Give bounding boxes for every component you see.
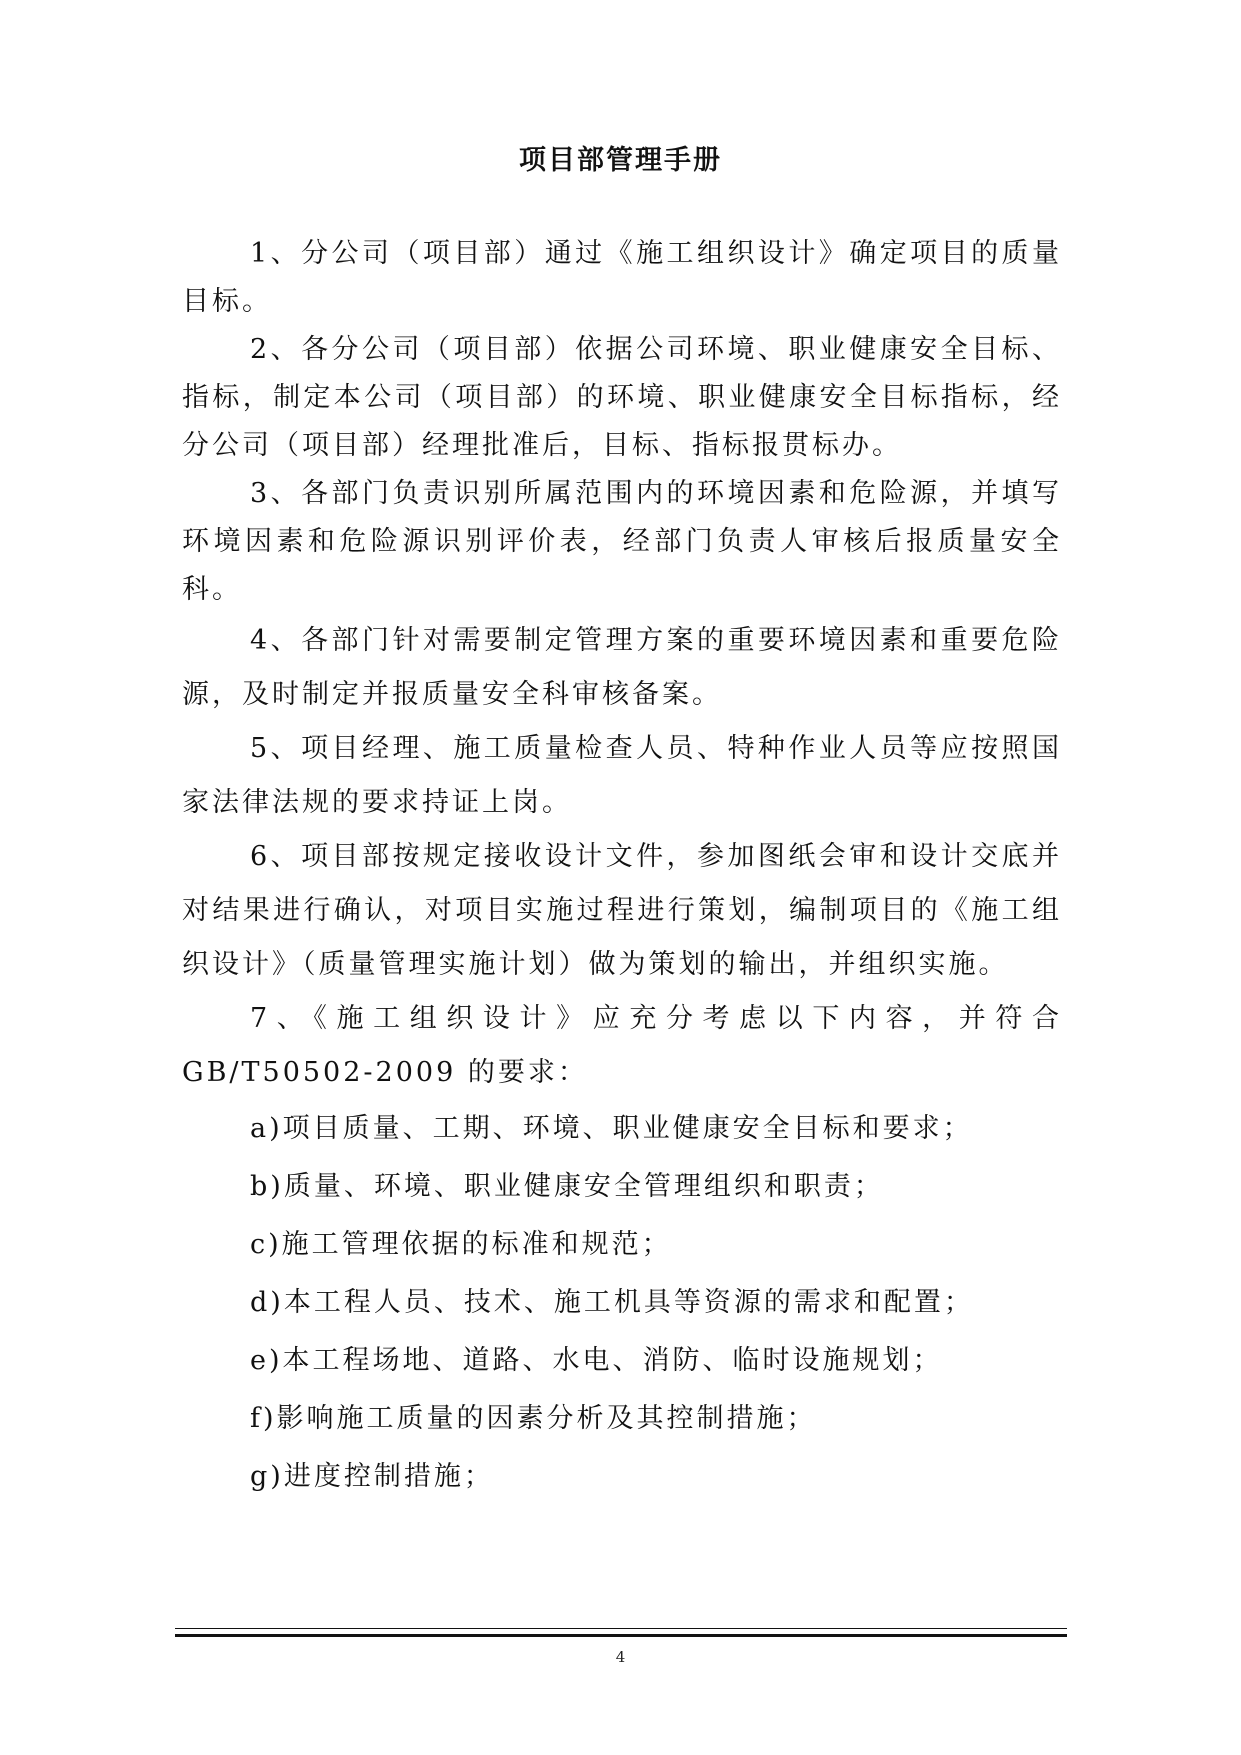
paragraph-5: 5、项目经理、施工质量检查人员、特种作业人员等应按照国家法律法规的要求持证上岗。 xyxy=(182,733,1062,818)
paragraph-6: 6、项目部按规定接收设计文件，参加图纸会审和设计交底并对结果进行确认，对项目实施过程进行策划，编制项目的《施工组织设计》（质量管理实施计划）做为策划的输出，并组织实施。 xyxy=(182,841,1062,980)
paragraph-7-continued: GB/T50502-2009 的要求： xyxy=(182,1057,588,1088)
paragraph-3: 3、各部门负责识别所属范围内的环境因素和危险源，并填写环境因素和危险源识别评价表，经部门负责人审核后报质量安全科。 xyxy=(182,478,1062,605)
paragraph-2: 2、各分公司（项目部）依据公司环境、职业健康安全目标、指标，制定本公司（项目部）的环境、职业健康安全目标指标，经分公司（项目部）经理批准后，目标、指标报贯标办。 xyxy=(182,334,1062,461)
paragraph-7: 7、《施工组织设计》应充分考虑以下内容，并符合 xyxy=(250,1003,1062,1034)
requirements-list xyxy=(182,1100,1062,1506)
list-item: c)施工管理依据的标准和规范； xyxy=(250,1229,672,1260)
footer-rule-thick xyxy=(175,1634,1067,1637)
list-item: f)影响施工质量的因素分析及其控制措施； xyxy=(250,1403,817,1434)
document-body xyxy=(182,230,1062,1506)
paragraph-4: 4、各部门针对需要制定管理方案的重要环境因素和重要危险源，及时制定并报质量安全科审核备案。 xyxy=(182,625,1062,710)
page-number: 4 xyxy=(615,1648,626,1666)
list-item: d)本工程人员、技术、施工机具等资源的需求和配置； xyxy=(250,1287,974,1318)
paragraph-1: 1、分公司（项目部）通过《施工组织设计》确定项目的质量目标。 xyxy=(182,238,1062,317)
list-item: a)项目质量、工期、环境、职业健康安全目标和要求； xyxy=(250,1113,973,1144)
list-item: e)本工程场地、道路、水电、消防、临时设施规划； xyxy=(250,1345,943,1376)
list-item: b)质量、环境、职业健康安全管理组织和职责； xyxy=(250,1171,884,1202)
document-title: 项目部管理手册 xyxy=(519,145,722,176)
footer-rule-thin xyxy=(175,1628,1067,1629)
list-item: g)进度控制措施； xyxy=(250,1461,494,1492)
